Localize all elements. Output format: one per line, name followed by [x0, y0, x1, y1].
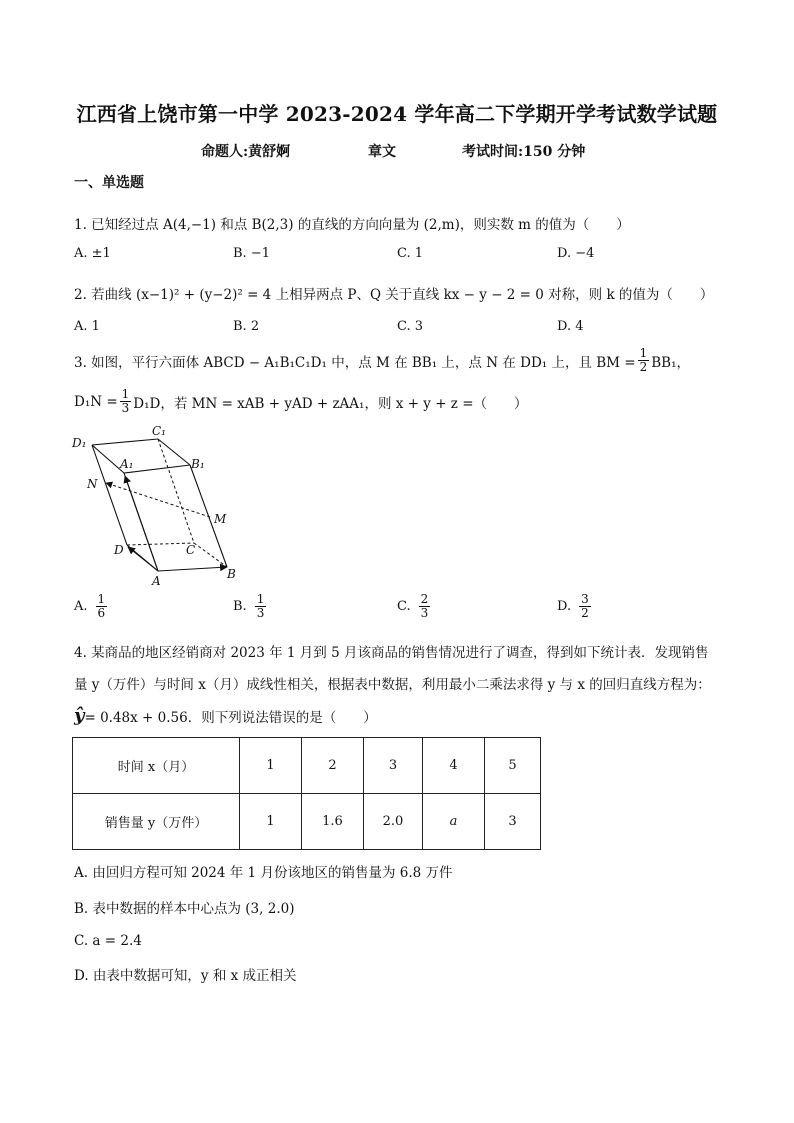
table-header-cell: 销售量 y（万件） [73, 794, 240, 850]
label-a1: A₁ [120, 457, 134, 471]
q3-option-a-den: 6 [97, 606, 106, 620]
question-4-line-3 [74, 705, 377, 726]
parallelepiped-figure [70, 425, 260, 595]
q3-option-a-label: A. [74, 599, 88, 614]
table-cell: 2.0 [364, 794, 423, 850]
q4-option-d: D. 由表中数据可知，y 和 x 成正相关 [74, 968, 297, 984]
vector-mn [106, 483, 210, 517]
q3-line2-text: D₁D，若 MN = xAB + yAD + zAA₁，则 x + y + z =（ ） [133, 395, 528, 412]
q2-option-b: B. 2 [233, 319, 260, 334]
label-n: N [87, 477, 98, 491]
y-hat-symbol: ŷ [74, 705, 85, 726]
q3-option-b-num: 1 [256, 592, 265, 606]
q3-option-a-frac [96, 593, 108, 620]
question-4-line-2: 量 y（万件）与时间 x（月）成线性相关，根据表中数据，利用最小二乘法求得 y 与 x 的回归直线方程为： [74, 677, 711, 693]
q2-option-a: A. 1 [74, 319, 100, 334]
q1-option-d: D. −4 [557, 246, 595, 261]
q3-fraction-1 [638, 347, 650, 374]
q3-fraction-2-num: 1 [121, 387, 130, 401]
q1-option-a: A. ±1 [74, 246, 111, 261]
q3-option-b-label: B. [233, 599, 247, 614]
q3-option-c-num: 2 [420, 592, 429, 606]
q3-fraction-1-num: 1 [639, 346, 648, 360]
label-b: B [227, 567, 236, 581]
edge-c-b [194, 543, 227, 567]
table-cell: 3 [485, 794, 541, 850]
q3-option-c [397, 593, 432, 620]
label-d1: D₁ [72, 436, 87, 450]
table-cell: 1 [240, 794, 302, 850]
table-cell: a [423, 794, 485, 850]
table-row [73, 738, 541, 794]
label-b1: B₁ [191, 457, 205, 471]
q3-option-a [74, 593, 109, 620]
question-4-line-1: 4. 某商品的地区经销商对 2023 年 1 月到 5 月该商品的销售情况进行了调查，得到如下统计表．发现销售 [74, 645, 709, 661]
table-cell: 5 [485, 738, 541, 794]
q3-option-c-frac [419, 593, 431, 620]
q3-option-d-label: D. [557, 599, 572, 614]
exam-time-label: 考试时间:150 分钟 [462, 144, 586, 160]
label-c: C [186, 543, 196, 557]
q3-option-b-den: 3 [256, 606, 265, 620]
question-3-line-1 [74, 347, 690, 374]
table-row [73, 794, 541, 850]
q3-fraction-2 [120, 388, 132, 415]
table-cell: 1.6 [302, 794, 364, 850]
label-c1: C₁ [152, 425, 166, 438]
q3-option-d-frac [579, 593, 591, 620]
q3-fraction-1-den: 2 [639, 360, 648, 374]
table-cell: 1 [240, 738, 302, 794]
q4-option-a: A. 由回归方程可知 2024 年 1 月份该地区的销售量为 6.8 万件 [74, 865, 453, 881]
question-3-line-2 [74, 388, 528, 415]
q4-option-b: B. 表中数据的样本中心点为 (3, 2.0) [74, 901, 295, 917]
q4-option-c: C. a = 2.4 [74, 933, 142, 949]
table-cell: 3 [364, 738, 423, 794]
label-a: A [152, 574, 161, 588]
q1-option-c: C. 1 [397, 246, 424, 261]
edge-d1-c1 [92, 439, 158, 445]
q3-option-d-num: 3 [581, 592, 589, 606]
q1-option-b: B. −1 [233, 246, 270, 261]
q3-option-c-den: 3 [420, 606, 429, 620]
q3-line1-text: 3. 如图，平行六面体 ABCD − A₁B₁C₁D₁ 中，点 M 在 BB₁ 上，点 N 在 DD₁ 上，且 BM = [74, 354, 636, 371]
table-cell: 4 [423, 738, 485, 794]
label-m: M [214, 512, 227, 526]
section-title: 一、单选题 [74, 175, 144, 191]
vector-ab [158, 567, 227, 571]
question-1-text: 1. 已知经过点 A(4,−1) 和点 B(2,3) 的直线的方向向量为 (2,m)，则实数 m 的值为（ ） [74, 217, 630, 233]
q2-option-d: D. 4 [557, 319, 584, 334]
page-title: 江西省上饶市第一中学 2023-2024 学年高二下学期开学考试数学试题 [76, 102, 718, 126]
q3-option-d-den: 2 [581, 606, 589, 620]
q3-option-d [557, 593, 593, 620]
reviewer-label: 章文 [368, 144, 396, 160]
q3-line1-tail: BB₁， [651, 354, 691, 371]
sales-data-table [72, 737, 541, 850]
q3-option-b-frac [255, 593, 267, 620]
author-label: 命题人:黄舒婀 [201, 144, 291, 160]
q3-option-c-label: C. [397, 599, 411, 614]
regression-equation-text: = 0.48x + 0.56．则下列说法错误的是（ ） [84, 709, 377, 726]
edge-d-c [127, 543, 194, 545]
q3-fraction-2-den: 3 [121, 401, 130, 415]
edge-a1-b1 [124, 465, 190, 473]
question-2-text: 2. 若曲线 (x−1)² + (y−2)² = 4 上相异两点 P、Q 关于直线 kx − y − 2 = 0 对称，则 k 的值为（ ） [74, 287, 714, 303]
q2-option-c: C. 3 [397, 319, 424, 334]
q3-option-a-num: 1 [97, 592, 106, 606]
q3-line2-head: D₁N = [74, 393, 118, 410]
table-header-cell: 时间 x（月） [73, 738, 240, 794]
label-d: D [114, 543, 124, 557]
table-cell: 2 [302, 738, 364, 794]
edge-c1-c [158, 439, 194, 543]
q3-option-b [233, 593, 268, 620]
